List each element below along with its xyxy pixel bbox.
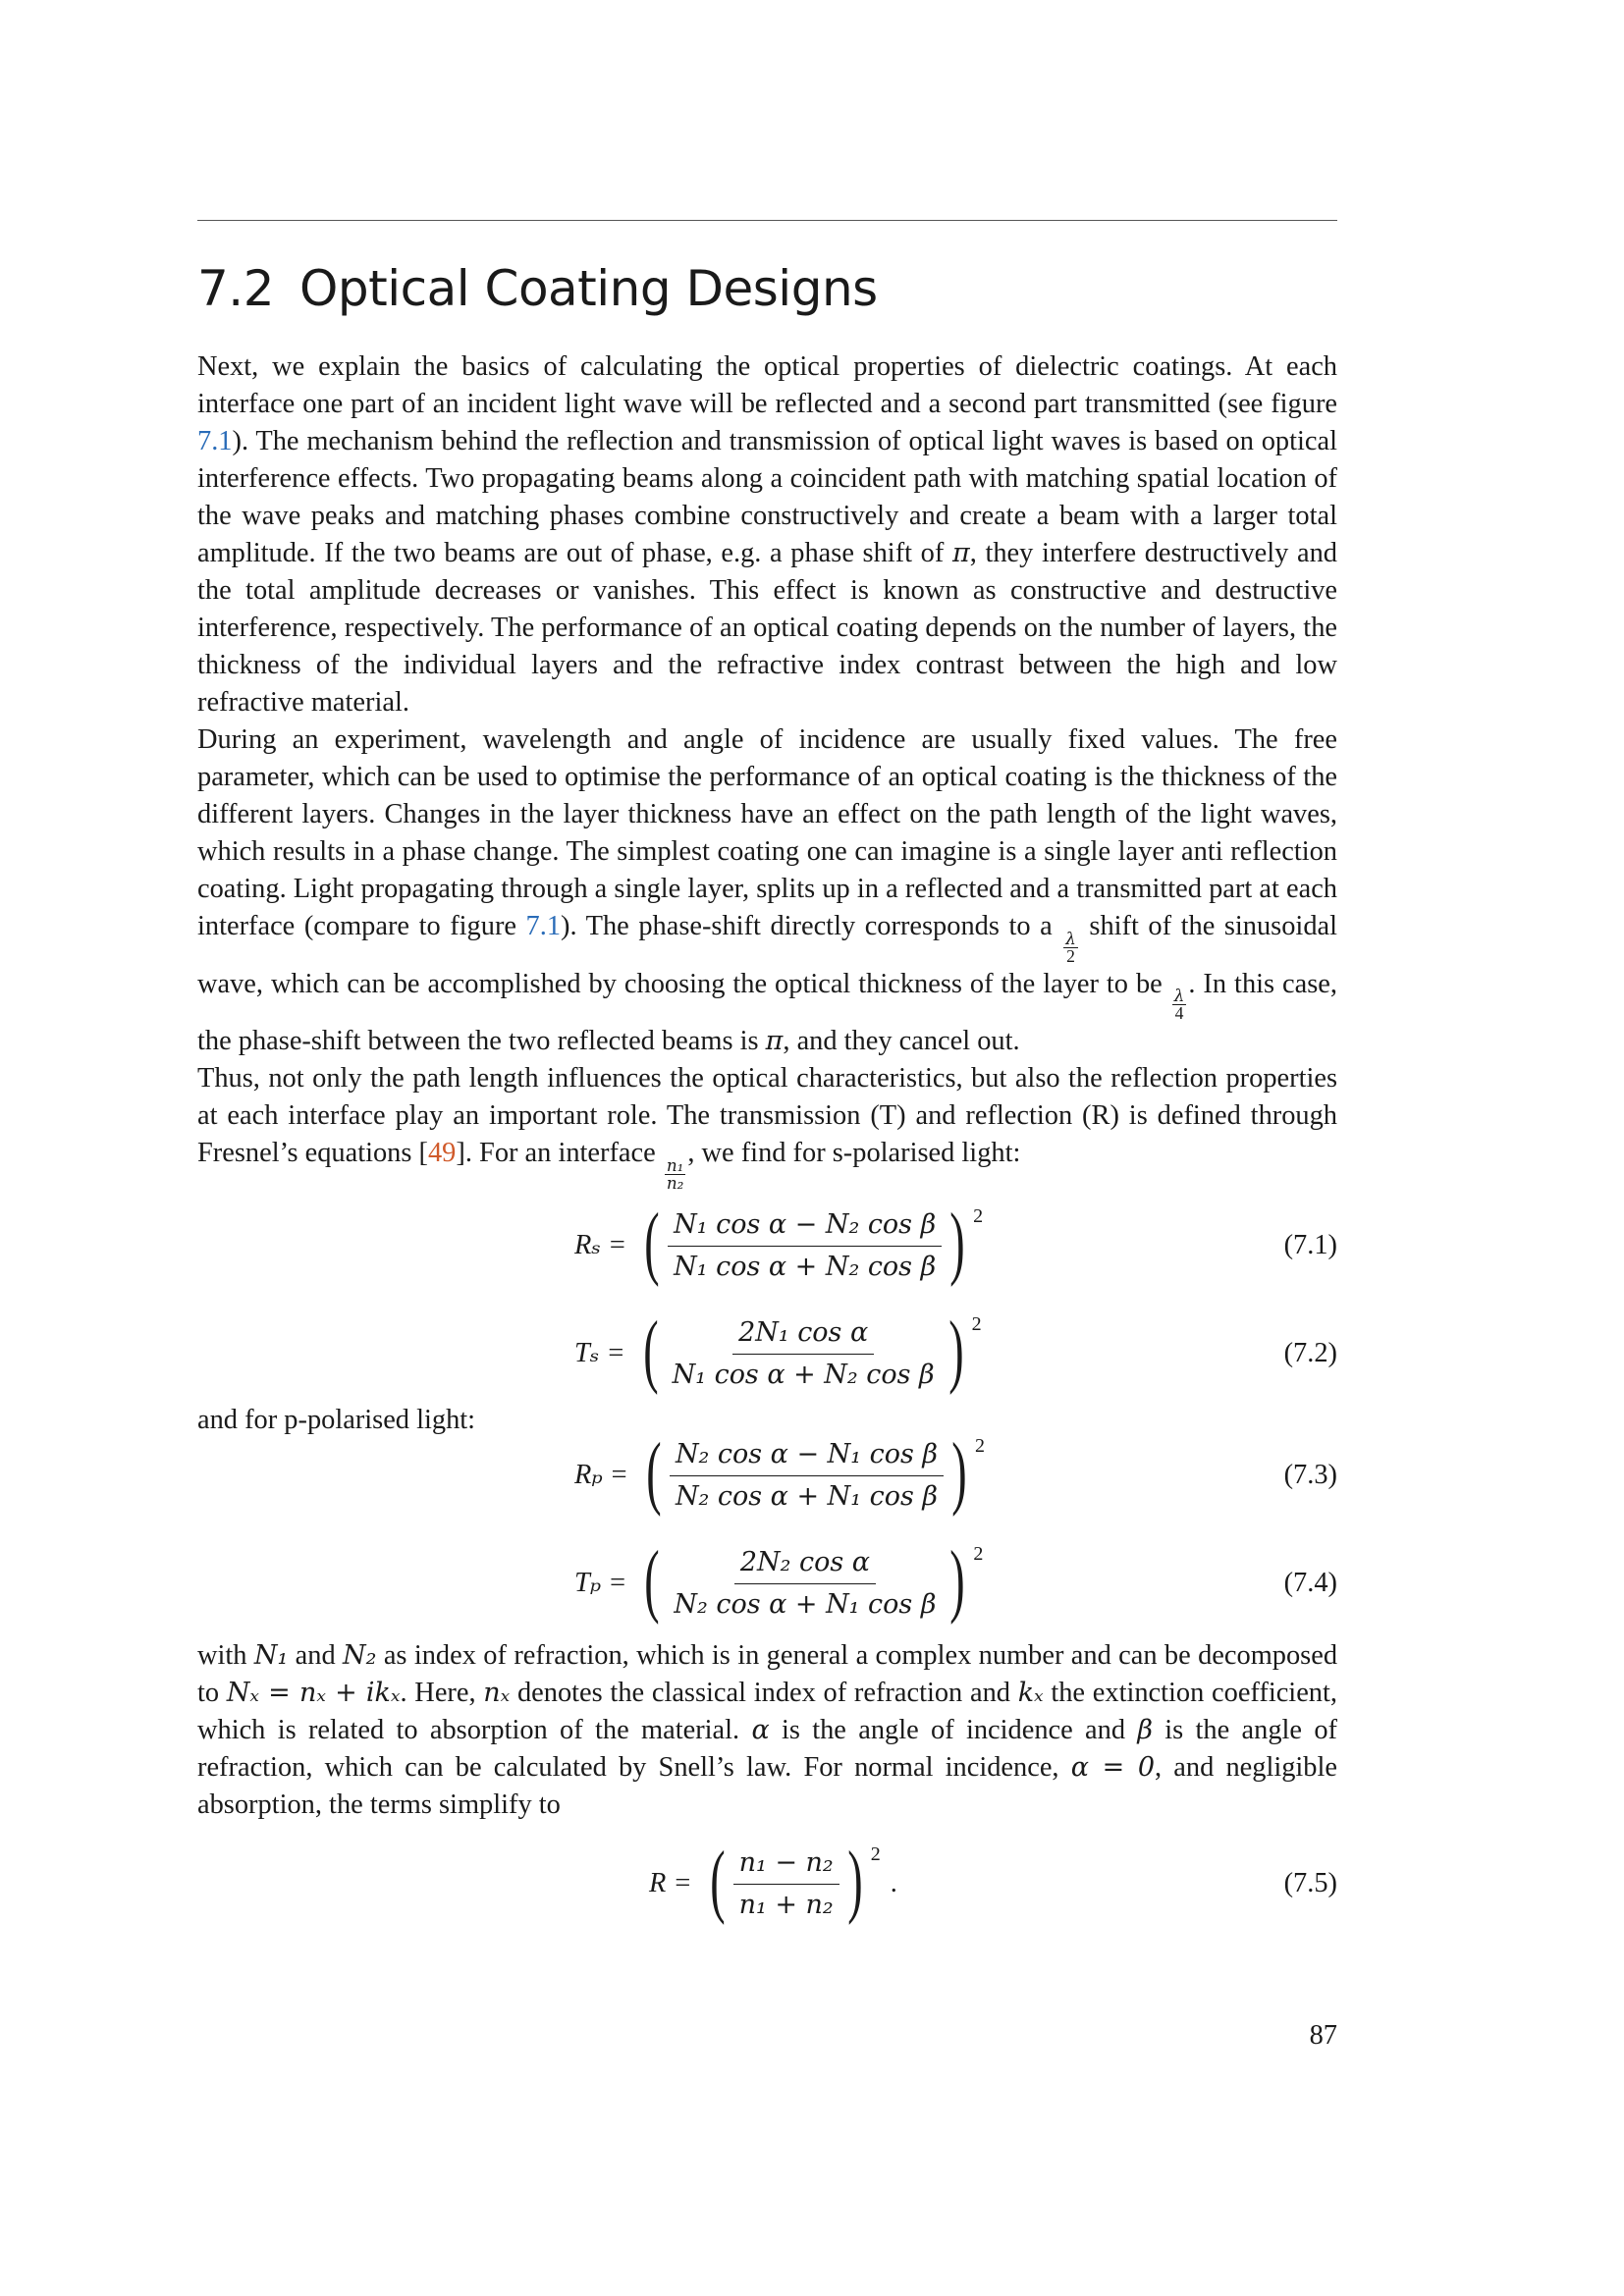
math-nx: nₓ bbox=[483, 1678, 511, 1709]
equation-lhs bbox=[574, 1227, 626, 1264]
equation-7-1 bbox=[197, 1192, 1337, 1300]
right-paren: ) bbox=[951, 1426, 967, 1519]
right-paren: ) bbox=[949, 1534, 966, 1627]
math-alpha-zero: α = 0 bbox=[1070, 1752, 1155, 1784]
equation-period: . bbox=[890, 1868, 897, 1899]
equation-fraction bbox=[667, 1314, 941, 1394]
equation-number: (7.3) bbox=[1283, 1460, 1337, 1491]
paragraph-3 bbox=[197, 1060, 1337, 1192]
section-heading bbox=[197, 260, 878, 317]
text-run: Thus, not only the path length influences the optical characteristics, but also the reflection properties at each interface play an important role. The transmission (T) and reflection (R) is defined through Fresnel’s equations [ bbox=[197, 1063, 1337, 1169]
equation-fraction bbox=[733, 1844, 839, 1924]
right-paren: ) bbox=[846, 1835, 863, 1927]
text-run: is the angle of refraction, which can be calculated by Snell’s law. For normal incidence, bbox=[197, 1715, 1337, 1784]
text-run: , and negligible absorption, the terms simplify to bbox=[197, 1752, 1337, 1821]
text-run: ]. For an interface bbox=[456, 1138, 663, 1169]
text-run: the extinction coefficient, which is related to absorption of the material. bbox=[197, 1678, 1337, 1746]
fraction-denominator: 2 bbox=[1066, 945, 1075, 966]
equation-fraction bbox=[668, 1544, 942, 1624]
equation-fraction bbox=[668, 1206, 942, 1286]
equation-number: (7.4) bbox=[1283, 1568, 1337, 1599]
paragraph-1 bbox=[197, 348, 1337, 721]
text-run: During an experiment, wavelength and angle of incidence are usually fixed values. The free parameter, which can be used to optimise the performance of an optical coating is the thickness of the different layers. Changes in the layer thickness have an effect on the path length of the light waves, which results in a phase change. The simplest coating one can imagine is a single layer anti reflection coating. Light propagating through a single layer, splits up in a reflected and a transmitted part at each interface (compare to figure bbox=[197, 724, 1337, 941]
equation-body bbox=[649, 1830, 897, 1938]
page-number: 87 bbox=[1309, 2020, 1337, 2051]
math-complex-index: Nₓ = nₓ + ikₓ bbox=[226, 1678, 401, 1709]
text-run: shift of the sinusoidal wave, which can be accomplished by choosing the optical thickness of the layer to be bbox=[197, 911, 1337, 999]
text-run: with bbox=[197, 1640, 254, 1672]
equation-7-4 bbox=[197, 1529, 1337, 1637]
left-paren: ( bbox=[646, 1426, 662, 1519]
math-pi: π bbox=[765, 1026, 784, 1057]
text-run: is the angle of incidence and bbox=[769, 1715, 1138, 1746]
equation-number: (7.5) bbox=[1283, 1868, 1337, 1899]
math-kx: kₓ bbox=[1017, 1678, 1044, 1709]
section-number: 7.2 bbox=[197, 260, 275, 317]
paragraph-2 bbox=[197, 721, 1337, 1060]
math-beta: β bbox=[1137, 1715, 1153, 1746]
lambda-half-fraction bbox=[1063, 928, 1078, 966]
fraction-numerator: λ bbox=[1065, 928, 1076, 948]
text-run: as index of refraction, which is in general a complex number and can be decomposed to bbox=[197, 1640, 1338, 1709]
denominator: n₁ + n₂ bbox=[738, 1889, 834, 1920]
equation-lhs bbox=[574, 1457, 628, 1494]
equation-lhs bbox=[574, 1335, 625, 1372]
text-run: , we find for s-polarised light: bbox=[687, 1138, 1021, 1169]
text-run: ). The phase-shift directly corresponds to a bbox=[561, 911, 1062, 941]
right-paren: ) bbox=[947, 1305, 964, 1397]
section-title: Optical Coating Designs bbox=[299, 260, 878, 317]
left-paren: ( bbox=[642, 1305, 659, 1397]
body-text bbox=[197, 348, 1337, 1938]
paragraph-5 bbox=[197, 1637, 1337, 1824]
equation-lhs bbox=[649, 1865, 692, 1902]
right-paren: ) bbox=[949, 1197, 965, 1289]
numerator: N₁ cos α − N₂ cos β bbox=[668, 1206, 942, 1247]
numerator: 2N₁ cos α bbox=[732, 1314, 874, 1355]
equation-lhs bbox=[574, 1565, 626, 1602]
equation-fraction bbox=[670, 1436, 944, 1516]
text-run: Next, we explain the basics of calculating the optical properties of dielectric coatings. At each interface one part of an incident light wave will be reflected and a second part transmitted (see figure bbox=[197, 351, 1337, 419]
exponent: 2 bbox=[973, 1205, 984, 1228]
exponent: 2 bbox=[870, 1843, 881, 1866]
figure-link[interactable]: 7.1 bbox=[197, 426, 233, 456]
denominator: N₁ cos α + N₂ cos β bbox=[674, 1251, 937, 1282]
math-N2: N₂ bbox=[343, 1640, 377, 1672]
math-pi: π bbox=[951, 538, 970, 568]
denominator: N₂ cos α + N₁ cos β bbox=[675, 1480, 938, 1512]
numerator: 2N₂ cos α bbox=[734, 1544, 876, 1584]
lhs-text: Rₚ = bbox=[574, 1460, 628, 1491]
text-run: . Here, bbox=[400, 1678, 484, 1709]
left-paren: ( bbox=[644, 1197, 660, 1289]
equation-number: (7.2) bbox=[1283, 1338, 1337, 1369]
equation-number: (7.1) bbox=[1283, 1230, 1337, 1261]
equation-body bbox=[574, 1529, 983, 1637]
lhs-text: R = bbox=[649, 1868, 692, 1899]
header-rule bbox=[197, 220, 1337, 221]
fraction-denominator: 4 bbox=[1174, 1003, 1184, 1024]
exponent: 2 bbox=[974, 1435, 985, 1458]
fraction-denominator: n₂ bbox=[666, 1173, 684, 1194]
interface-fraction bbox=[665, 1157, 685, 1192]
equation-body bbox=[574, 1421, 985, 1529]
lhs-text: Tₛ = bbox=[574, 1338, 625, 1369]
left-paren: ( bbox=[644, 1534, 661, 1627]
text-run: . In this case, the phase-shift between the two reflected beams is bbox=[197, 968, 1337, 1057]
denominator: N₁ cos α + N₂ cos β bbox=[672, 1359, 935, 1390]
lhs-text: Tₚ = bbox=[574, 1568, 627, 1599]
text-run: , and they cancel out. bbox=[783, 1026, 1020, 1057]
text-run: , they interfere destructively and the total amplitude decreases or vanishes. This effect is known as constructive and destructive interference, respectively. The performance of an optical coating depends on the number of layers, the thickness of the individual layers and the refractive index contrast between the high and low refractive material. bbox=[197, 538, 1338, 718]
left-paren: ( bbox=[709, 1835, 726, 1927]
numerator: N₂ cos α − N₁ cos β bbox=[670, 1436, 944, 1476]
text-run: and bbox=[288, 1640, 344, 1672]
denominator: N₂ cos α + N₁ cos β bbox=[674, 1588, 937, 1620]
equation-body bbox=[574, 1192, 983, 1300]
fraction-numerator: n₁ bbox=[666, 1155, 684, 1176]
equation-7-3 bbox=[197, 1421, 1337, 1529]
text-run: ). The mechanism behind the reflection and transmission of optical light waves is based on optical interference effects. Two propagating beams along a coincident path with matching spatial location of the wave peaks and matching phases combine constructively and create a beam with a larger total amplitude. If the two beams are out of phase, e.g. a phase shift of bbox=[197, 426, 1337, 568]
exponent: 2 bbox=[971, 1313, 982, 1336]
numerator: n₁ − n₂ bbox=[733, 1844, 839, 1885]
math-N1: N₁ bbox=[253, 1640, 289, 1672]
lambda-quarter-fraction bbox=[1172, 988, 1187, 1023]
equation-body bbox=[574, 1300, 982, 1408]
fraction-numerator: λ bbox=[1173, 986, 1185, 1006]
equation-7-2 bbox=[197, 1300, 1337, 1408]
paragraph-4: and for p-polarised light: bbox=[197, 1405, 476, 1436]
math-alpha: α bbox=[751, 1715, 770, 1746]
text-run: denotes the classical index of refraction and bbox=[510, 1678, 1018, 1709]
citation-link[interactable]: 49 bbox=[427, 1138, 457, 1169]
equation-7-5 bbox=[197, 1830, 1337, 1938]
exponent: 2 bbox=[973, 1543, 984, 1566]
lhs-text: Rₛ = bbox=[574, 1230, 627, 1261]
figure-link[interactable]: 7.1 bbox=[525, 911, 562, 941]
